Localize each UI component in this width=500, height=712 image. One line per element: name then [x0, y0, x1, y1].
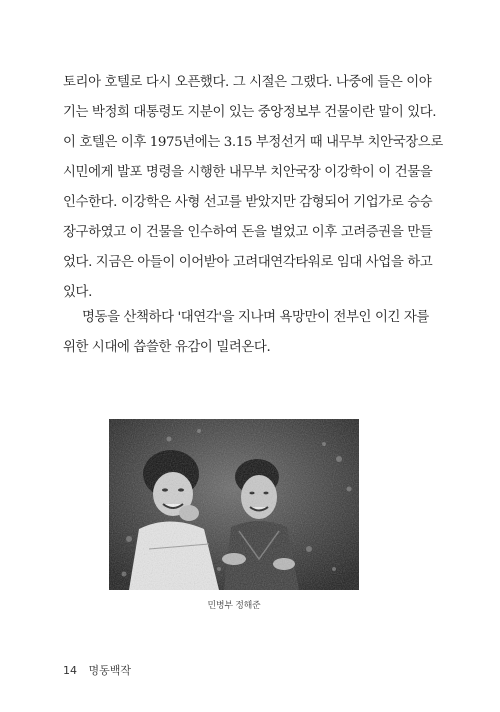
text-line: 인수한다. 이강학은 사형 선고를 받았지만 감형되어 기업가로 승승: [63, 195, 433, 210]
book-title: 명동백작: [88, 664, 132, 677]
text-line: 명동을 산책하다 '대연각'을 지나며 욕망만이 전부인 이긴 자를: [82, 310, 429, 325]
black-and-white-photo: [109, 419, 359, 590]
text-line: 이 호텔은 이후 1975년에는 3.15 부정선거 때 내무부 치안국장으로: [63, 135, 443, 150]
photo-caption: 민병부 정해준: [207, 601, 261, 611]
text-line: 기는 박정희 대통령도 지분이 있는 중앙정보부 건물이란 말이 있다.: [63, 105, 437, 120]
text-line: 토리아 호텔로 다시 오픈했다. 그 시절은 그랬다. 나중에 들은 이야: [63, 75, 432, 90]
text-line: 장구하였고 이 건물을 인수하여 돈을 벌었고 이후 고려증권을 만들: [63, 225, 433, 240]
paragraph-1: [63, 68, 443, 308]
paragraph-2: [63, 303, 443, 363]
page-number: 14: [63, 664, 77, 677]
text-line: 있다.: [63, 285, 92, 300]
page-footer: [63, 662, 131, 678]
text-line: 었다. 지금은 아들이 이어받아 고려대연각타워로 임대 사업을 하고: [63, 255, 433, 270]
text-line: 위한 시대에 씁쓸한 유감이 밀려온다.: [63, 340, 271, 355]
text-line: 시민에게 발포 명령을 시행한 내무부 치안국장 이강학이 이 건물을: [63, 165, 433, 180]
